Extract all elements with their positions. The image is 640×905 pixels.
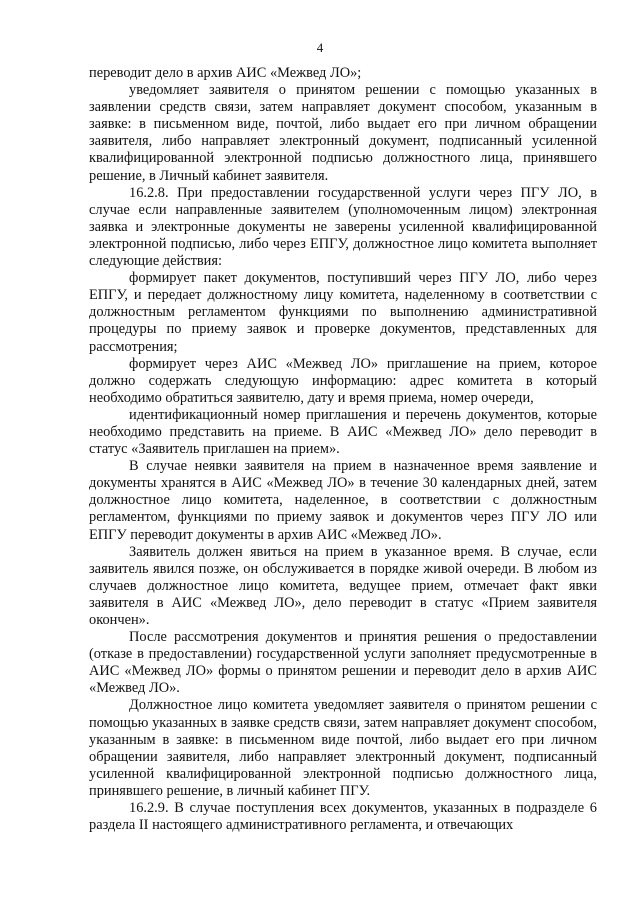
paragraph: уведомляет заявителя о принятом решении с помощью указанных в заявлении средств связи, затем направляет документ способом, указанным в заявке: в письменном виде, почтой, либо выдает его при личном обращении заявителя, либо направляет электронный документ, подписанный усиленной квалифицированной электронной подписью должностного лица, принявшего решение, в Личный кабинет заявителя. xyxy=(89,82,597,184)
page-number: 4 xyxy=(316,40,324,55)
document-body xyxy=(89,65,597,834)
paragraph: переводит дело в архив АИС «Межвед ЛО»; xyxy=(89,65,362,81)
paragraph: формирует через АИС «Межвед ЛО» приглашение на прием, которое должно содержать следующую информацию: адрес комитета в который необходимо обратиться заявителю, дату и время приема, номер очереди, xyxy=(89,355,597,406)
paragraph: В случае неявки заявителя на прием в назначенное время заявление и документы хранятся в АИС «Межвед ЛО» в течение 30 календарных дней, затем должностное лицо комитета, наделенное, в соответствии с должностным регламентом, функциями по приему заявок и документов через ПГУ ЛО или ЕПГУ переводит документы в архив АИС «Межвед ЛО». xyxy=(89,458,597,543)
paragraph: 16.2.9. В случае поступления всех документов, указанных в подразделе 6 раздела II настоящего административного регламента, и отвечающих xyxy=(89,800,597,834)
paragraph: После рассмотрения документов и принятия решения о предоставлении (отказе в предоставлении) государственной услуги заполняет предусмотренные в АИС «Межвед ЛО» формы о принятом решении и переводит дело в архив АИС «Межвед ЛО». xyxy=(89,629,597,697)
paragraph: Заявитель должен явиться на прием в указанное время. В случае, если заявитель явился позже, он обслуживается в порядке живой очереди. В любом из случаев должностное лицо комитета, ведущее прием, отмечает факт явки заявителя в АИС «Межвед ЛО», дело переводит в статус «Прием заявителя окончен». xyxy=(89,543,597,628)
paragraph: Должностное лицо комитета уведомляет заявителя о принятом решении с помощью указанных в заявке средств связи, затем направляет документ способом, указанным в заявке: в письменном виде почтой, либо выдает его при личном обращении заявителя, либо направляет электронный документ, подписанный усиленной квалифицированной электронной подписью должностного лица, принявшего решение, в личный кабинет ПГУ. xyxy=(89,697,597,799)
paragraph: формирует пакет документов, поступивший через ПГУ ЛО, либо через ЕПГУ, и передает должностному лицу комитета, наделенному в соответствии с должностным регламентом функциями по выполнению административной процедуры по приему заявок и проверке документов, представленных для рассмотрения; xyxy=(89,270,597,355)
paragraph: 16.2.8. При предоставлении государственной услуги через ПГУ ЛО, в случае если направленные заявителем (уполномоченным лицом) электронная заявка и электронные документы не заверены усиленной квалифицированной электронной подписью, либо через ЕПГУ, должностное лицо комитета выполняет следующие действия: xyxy=(89,184,597,270)
paragraph: идентификационный номер приглашения и перечень документов, которые необходимо представить на приеме. В АИС «Межвед ЛО» дело переводит в статус «Заявитель приглашен на прием». xyxy=(89,406,597,458)
